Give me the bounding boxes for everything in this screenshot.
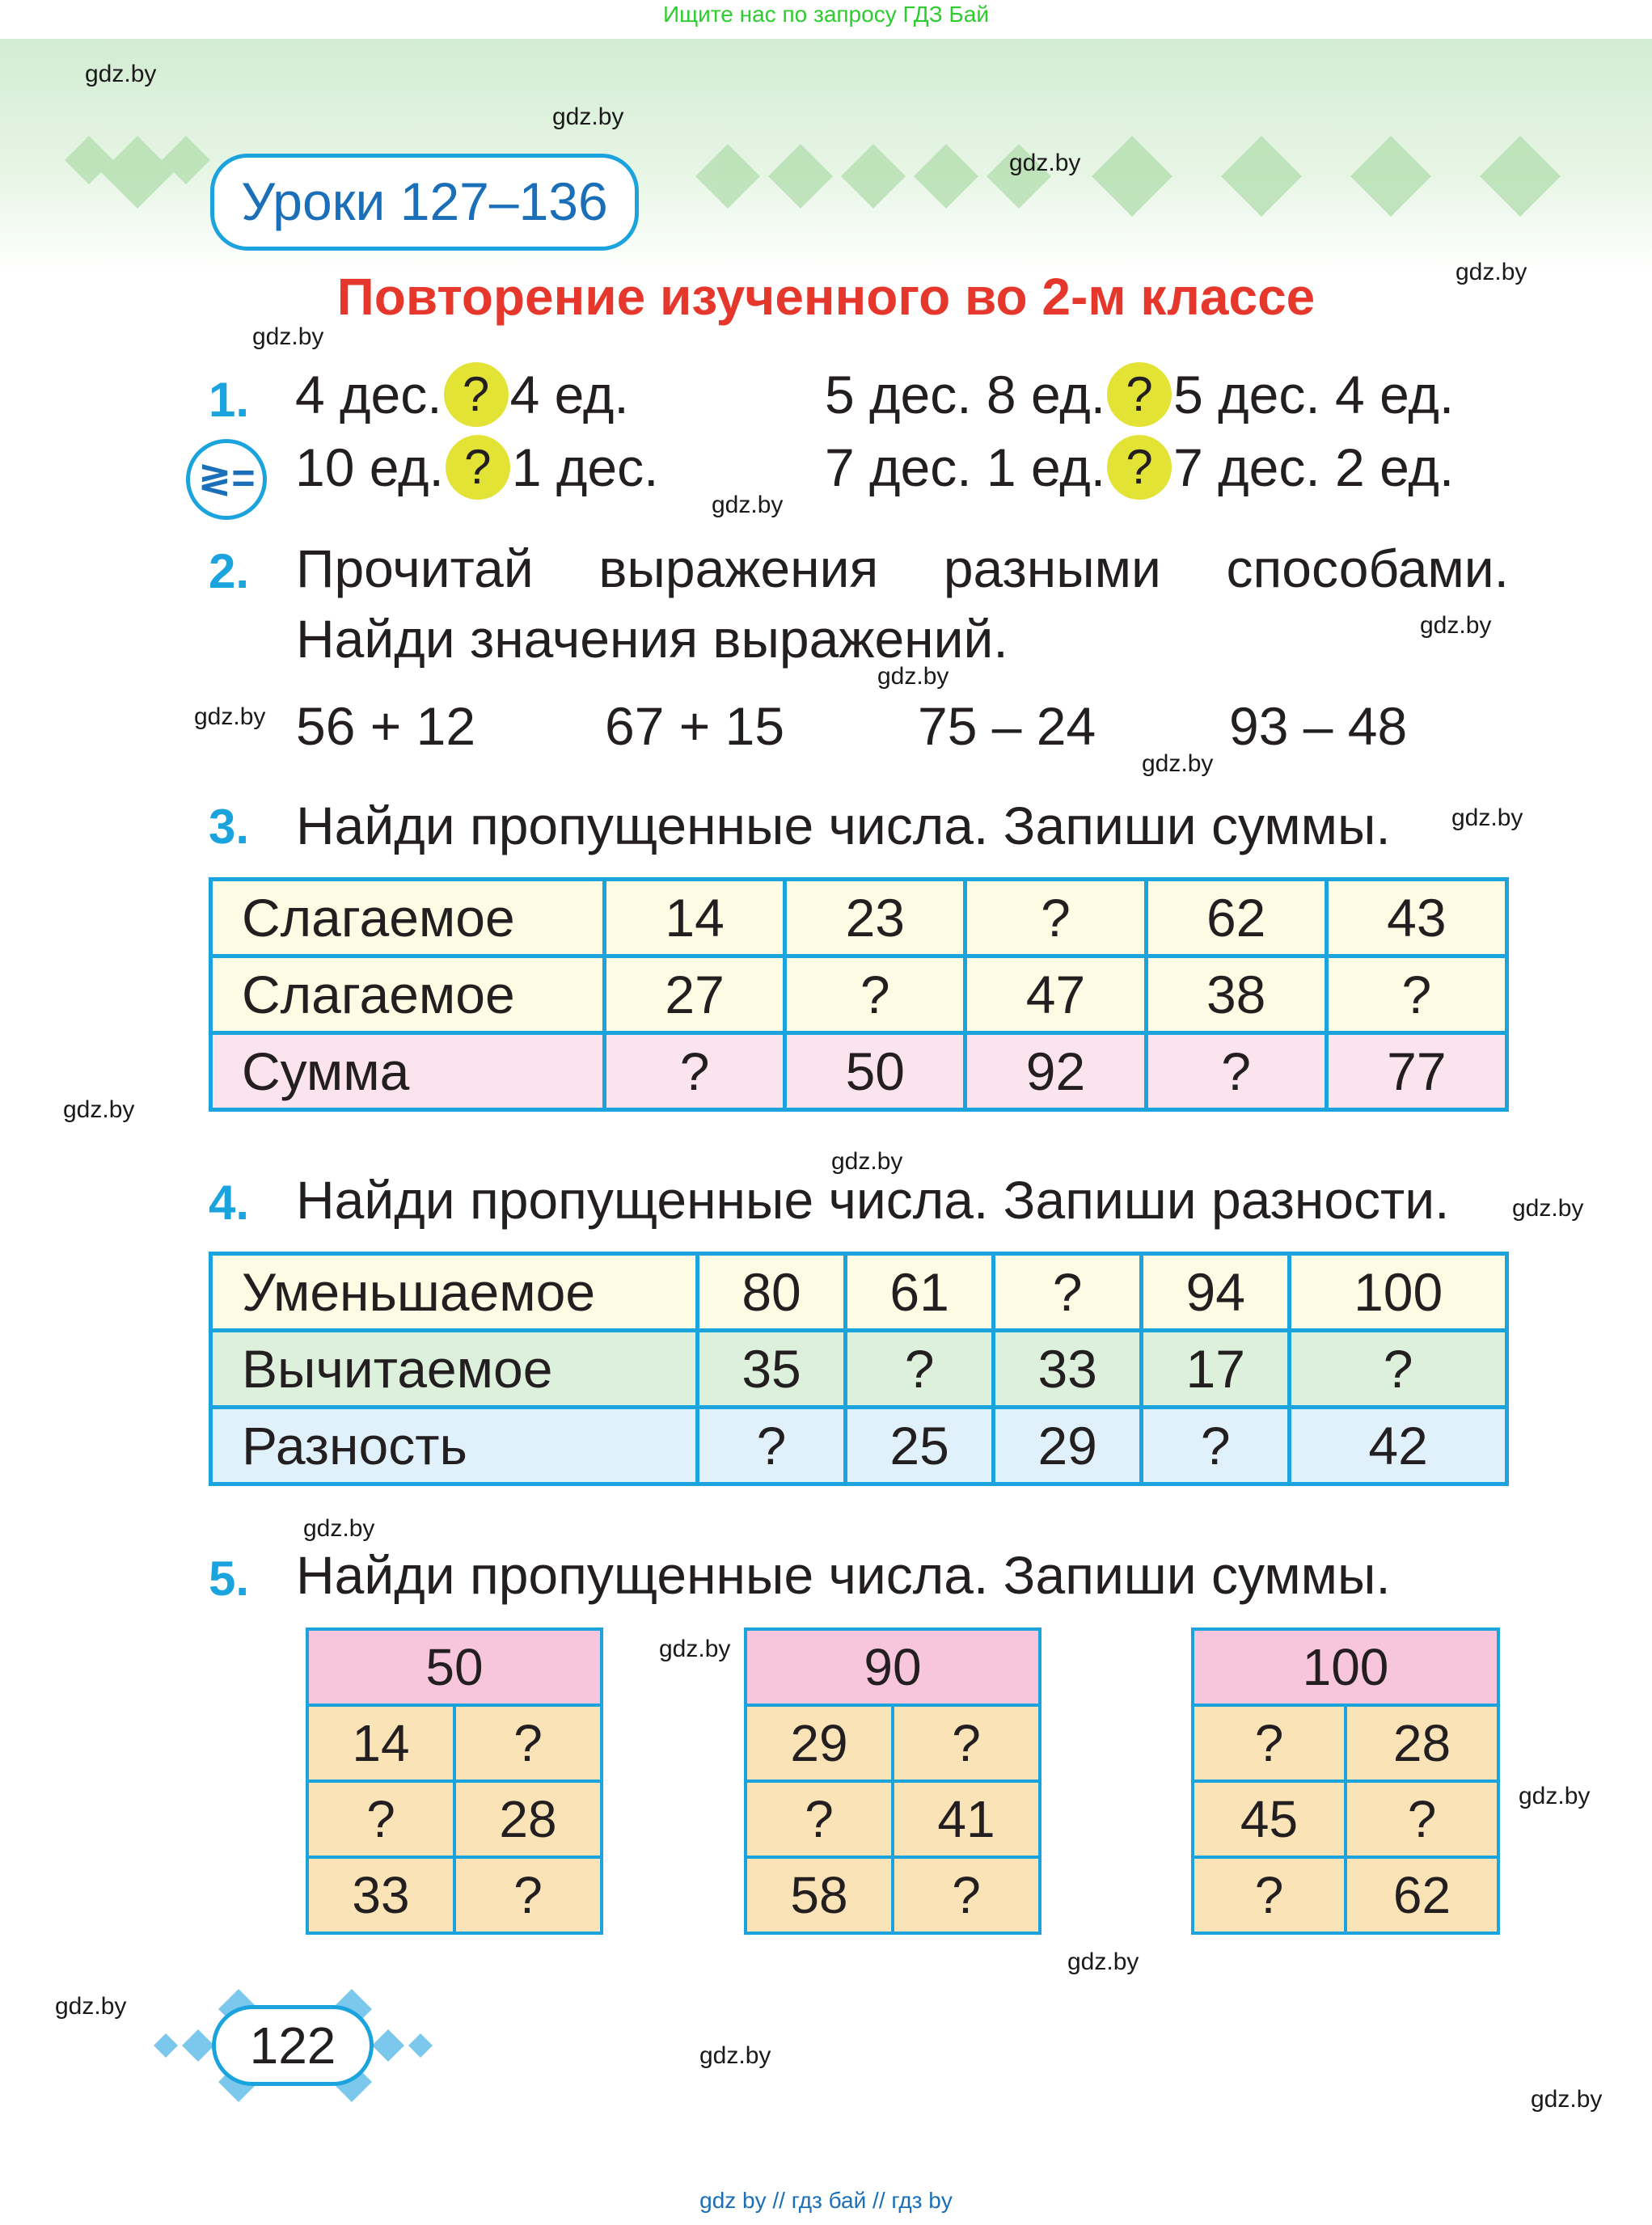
table-cell: 43 (1326, 880, 1506, 956)
page-number: 122 (212, 2005, 374, 2086)
table-cell: ? (965, 880, 1146, 956)
table-cell: 35 (698, 1331, 846, 1408)
table-cell: 50 (785, 1033, 965, 1110)
grid-cell: ? (1193, 1705, 1346, 1781)
grid-cell: 28 (454, 1781, 602, 1857)
grid-cell: ? (454, 1857, 602, 1933)
grid-cell: 14 (307, 1705, 454, 1781)
grid-total: 50 (307, 1629, 602, 1705)
watermark: gdz.by (659, 1636, 731, 1662)
table-row (211, 956, 1507, 1033)
watermark: gdz.by (85, 61, 157, 87)
table-cell: 42 (1290, 1408, 1507, 1484)
ex4-instruction: Найди пропущенные числа. Запиши разности. (296, 1170, 1450, 1230)
table-cell: ? (605, 1033, 785, 1110)
table-cell: 80 (698, 1254, 846, 1331)
grid-cell: 45 (1193, 1781, 1346, 1857)
table-cell: ? (1142, 1408, 1290, 1484)
table-row (211, 1254, 1507, 1331)
ex1-d1: 7 дес. 1 ед. (825, 437, 1106, 497)
watermark: gdz.by (1067, 1948, 1139, 1975)
watermark: gdz.by (831, 1148, 903, 1175)
watermark: gdz.by (1420, 612, 1492, 639)
ex1-b1: 5 дес. 8 ед. (825, 365, 1106, 424)
table-cell: 23 (785, 880, 965, 956)
grid-total: 90 (746, 1629, 1040, 1705)
ex2-instruction-2: Найди значения выражений. (296, 609, 1008, 669)
row-label: Вычитаемое (211, 1331, 698, 1408)
grid-total: 100 (1193, 1629, 1498, 1705)
table-cell: ? (1290, 1331, 1507, 1408)
exercise-1-number: 1. (209, 373, 250, 427)
expression: 93 – 48 (1229, 696, 1408, 756)
watermark: gdz.by (303, 1515, 375, 1542)
watermark: gdz.by (252, 323, 324, 350)
watermark: gdz.by (63, 1096, 135, 1123)
ex1-c1: 10 ед. (295, 437, 444, 497)
question-mark-icon: ? (444, 362, 509, 427)
ex5-instruction: Найди пропущенные числа. Запиши суммы. (296, 1545, 1391, 1605)
difference-table (209, 1252, 1509, 1486)
watermark: gdz.by (712, 492, 784, 518)
watermark: gdz.by (699, 2042, 771, 2069)
exercise-4-number: 4. (209, 1176, 250, 1230)
table-cell: 61 (846, 1254, 994, 1331)
grid-cell: 62 (1346, 1857, 1498, 1933)
watermark: gdz.by (194, 703, 266, 730)
lesson-badge: Уроки 127–136 (210, 154, 639, 251)
ex1-line-c (295, 435, 658, 500)
grid-cell: ? (746, 1781, 893, 1857)
watermark: gdz.by (55, 1993, 127, 2020)
ex1-c2: 1 дес. (511, 437, 659, 497)
grid-cell: 28 (1346, 1705, 1498, 1781)
table-cell: 92 (965, 1033, 1146, 1110)
table-cell: 33 (994, 1331, 1142, 1408)
footer-links: gdz by // гдз бай // гдз by (699, 2188, 953, 2213)
ex1-a2: 4 ед. (509, 365, 629, 424)
table-cell: 100 (1290, 1254, 1507, 1331)
table-cell: ? (1146, 1033, 1326, 1110)
table-cell: ? (994, 1254, 1142, 1331)
ex2-instruction-1: Прочитай выражения разными способами. (296, 538, 1509, 598)
expression: 67 + 15 (605, 696, 785, 756)
search-notice: Ищите нас по запросу ГДЗ Бай (662, 2, 990, 27)
grid-cell: 33 (307, 1857, 454, 1933)
table-cell: 27 (605, 956, 785, 1033)
expression: 75 – 24 (918, 696, 1096, 756)
watermark: gdz.by (1451, 804, 1523, 831)
page-title: Повторение изученного во 2-м классе (336, 268, 1316, 326)
grid-cell: ? (893, 1857, 1040, 1933)
grid-cell: ? (1346, 1781, 1498, 1857)
ex1-d2: 7 дес. 2 ед. (1173, 437, 1455, 497)
watermark: gdz.by (1531, 2086, 1603, 2113)
ex1-b2: 5 дес. 4 ед. (1173, 365, 1455, 424)
table-row (211, 880, 1507, 956)
grid-cell: ? (454, 1705, 602, 1781)
question-mark-icon: ? (1107, 435, 1172, 500)
grid-cell: 29 (746, 1705, 893, 1781)
table-cell: 38 (1146, 956, 1326, 1033)
sum-table (209, 877, 1509, 1112)
ex1-a1: 4 дес. (295, 365, 442, 424)
watermark: gdz.by (1142, 750, 1214, 777)
watermark: gdz.by (1456, 259, 1527, 285)
grid-cell: ? (1193, 1857, 1346, 1933)
table-row (211, 1033, 1507, 1110)
watermark: gdz.by (1009, 150, 1081, 176)
table-cell: 62 (1146, 880, 1326, 956)
sum-grid (306, 1628, 603, 1935)
watermark: gdz.by (877, 663, 949, 690)
table-row (211, 1408, 1507, 1484)
table-cell: 47 (965, 956, 1146, 1033)
ex1-line-d (825, 435, 1454, 500)
table-cell: 14 (605, 880, 785, 956)
table-row (211, 1331, 1507, 1408)
row-label: Слагаемое (211, 956, 605, 1033)
question-mark-icon: ? (446, 435, 510, 500)
watermark: gdz.by (1519, 1783, 1591, 1809)
table-cell: ? (846, 1331, 994, 1408)
grid-cell: ? (307, 1781, 454, 1857)
table-cell: 17 (1142, 1331, 1290, 1408)
row-label: Слагаемое (211, 880, 605, 956)
watermark: gdz.by (1512, 1195, 1584, 1222)
sum-grid (1191, 1628, 1500, 1935)
table-cell: 94 (1142, 1254, 1290, 1331)
exercise-3-number: 3. (209, 800, 250, 854)
ex1-line-a (295, 362, 629, 427)
exercise-5-number: 5. (209, 1552, 250, 1606)
exercise-2-number: 2. (209, 544, 250, 598)
grid-cell: ? (893, 1705, 1040, 1781)
sum-grid (744, 1628, 1041, 1935)
table-cell: ? (698, 1408, 846, 1484)
ex1-line-b (825, 362, 1454, 427)
table-cell: 77 (1326, 1033, 1506, 1110)
table-cell: ? (785, 956, 965, 1033)
expression: 56 + 12 (296, 696, 476, 756)
table-cell: 25 (846, 1408, 994, 1484)
table-cell: 29 (994, 1408, 1142, 1484)
watermark: gdz.by (552, 103, 624, 130)
row-label: Уменьшаемое (211, 1254, 698, 1331)
row-label: Разность (211, 1408, 698, 1484)
grid-cell: 41 (893, 1781, 1040, 1857)
ex3-instruction: Найди пропущенные числа. Запиши суммы. (296, 796, 1391, 855)
table-cell: ? (1326, 956, 1506, 1033)
compare-icon: ≷= (186, 439, 267, 520)
grid-cell: 58 (746, 1857, 893, 1933)
row-label: Сумма (211, 1033, 605, 1110)
question-mark-icon: ? (1107, 362, 1172, 427)
